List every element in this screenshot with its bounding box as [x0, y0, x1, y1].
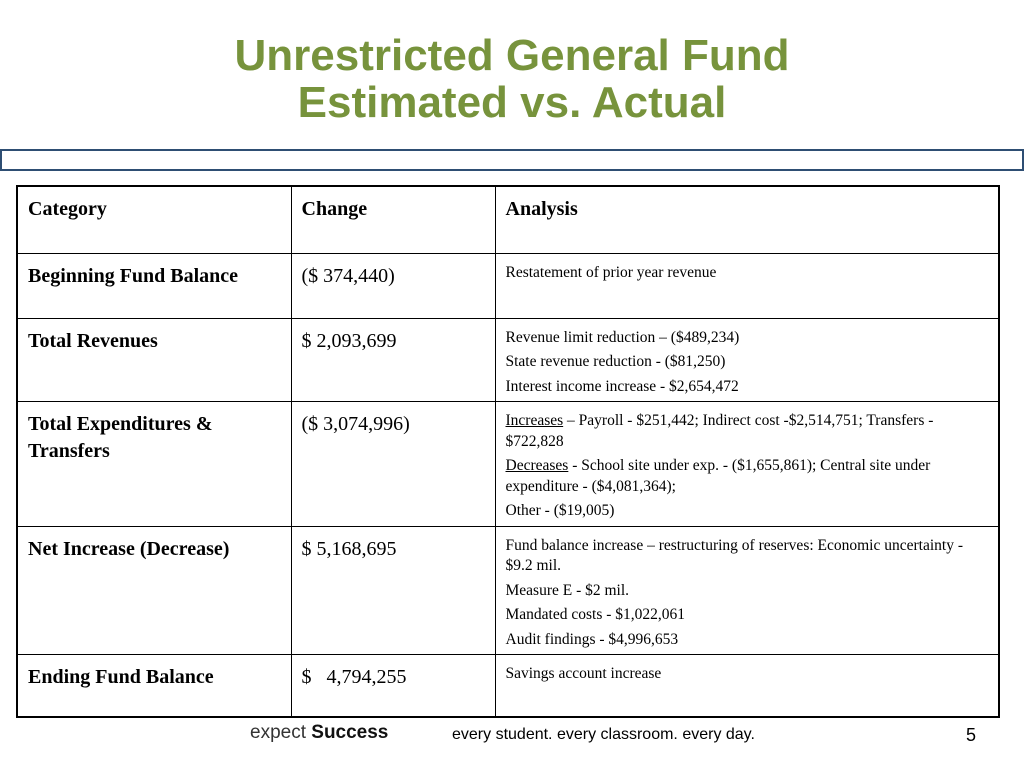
analysis-other: Other - ($19,005)	[505, 502, 615, 519]
table-row	[17, 526, 999, 655]
table-row	[17, 253, 999, 318]
row-category: Total Expenditures & Transfers	[17, 402, 291, 527]
header-category: Category	[17, 186, 291, 253]
title-divider-bar	[0, 149, 1024, 171]
analysis-line: Measure E - $2 mil.	[505, 581, 630, 599]
row-analysis	[495, 318, 999, 402]
analysis-line: Fund balance increase – restructuring of reserves: Economic uncertainty - $9.2 mil.	[505, 536, 963, 574]
increases-label: Increases	[505, 412, 564, 429]
row-change: $ 5,168,695	[291, 526, 495, 655]
brand-logo	[250, 722, 388, 744]
analysis-line: Audit findings - $4,996,653	[505, 630, 679, 648]
slide-title-line-1: Unrestricted General Fund	[234, 31, 790, 80]
header-analysis: Analysis	[495, 186, 999, 253]
table-row	[17, 655, 999, 717]
decreases-label: Decreases	[505, 457, 569, 474]
analysis-line: Savings account increase	[505, 665, 662, 682]
row-category: Net Increase (Decrease)	[17, 526, 291, 655]
table-row	[17, 318, 999, 402]
row-analysis	[495, 655, 999, 717]
increases-text: – Payroll - $251,442; Indirect cost -$2,514,751; Transfers - $722,828	[505, 412, 934, 450]
footer-tagline: every student. every classroom. every day.	[452, 726, 755, 743]
decreases-text: - School site under exp. - ($1,655,861); Central site under expenditure - ($4,081,364);	[505, 457, 931, 495]
row-change: ($ 3,074,996)	[291, 402, 495, 527]
row-analysis	[495, 253, 999, 318]
analysis-line: State revenue reduction - ($81,250)	[505, 353, 726, 370]
slide-title	[0, 32, 1024, 126]
brand-text-expect: expect	[250, 722, 312, 743]
analysis-line: Mandated costs - $1,022,061	[505, 606, 686, 623]
analysis-increases	[506, 411, 989, 452]
row-category: Beginning Fund Balance	[17, 253, 291, 318]
analysis-line: Interest income increase - $2,654,472	[505, 377, 739, 395]
analysis-decreases	[506, 456, 989, 497]
table-row	[17, 402, 999, 527]
analysis-line: Restatement of prior year revenue	[505, 263, 717, 281]
analysis-line: Revenue limit reduction – ($489,234)	[505, 328, 740, 346]
row-change: $ 2,093,699	[291, 318, 495, 402]
fund-table	[16, 185, 1000, 718]
footer	[0, 722, 1024, 752]
header-change: Change	[291, 186, 495, 253]
row-analysis	[495, 526, 999, 655]
slide-title-line-2: Estimated vs. Actual	[297, 78, 727, 127]
row-analysis	[495, 402, 999, 527]
page-number: 5	[966, 725, 977, 745]
row-change: ($ 374,440)	[291, 253, 495, 318]
row-category: Ending Fund Balance	[17, 655, 291, 717]
row-category: Total Revenues	[17, 318, 291, 402]
brand-text-success: Success	[311, 722, 389, 743]
table-header-row	[17, 186, 999, 253]
row-change: $ 4,794,255	[291, 655, 495, 717]
